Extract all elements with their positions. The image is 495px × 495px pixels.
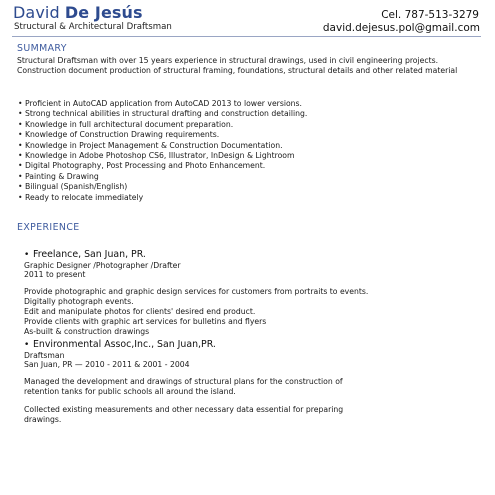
description-line: Collected existing measurements and other necessary data essential for preparing (24, 405, 344, 414)
job-role: Draftsman (24, 351, 65, 360)
first-name: David (13, 3, 60, 22)
list-item: • Proficient in AutoCAD application from AutoCAD 2013 to lower versions. (18, 99, 303, 108)
applicant-name (13, 3, 143, 22)
description-line: Digitally photograph events. (24, 297, 134, 306)
bullet-icon: • (18, 130, 23, 140)
list-item: • Strong technical abilities in structural drafting and construction detailing. (18, 109, 308, 119)
header-divider (12, 36, 481, 37)
bullet-icon: • (24, 340, 30, 350)
job-role: Graphic Designer /Photographer /Drafter (24, 261, 181, 270)
experience-heading: EXPERIENCE (17, 222, 80, 233)
job-title: Structural & Architectural Draftsman (14, 22, 172, 32)
email-address[interactable]: david.dejesus.pol@gmail.com (322, 22, 480, 34)
list-item: • Bilingual (Spanish/English) (18, 182, 128, 192)
job-meta (24, 351, 190, 370)
description-line: drawings. (24, 415, 62, 424)
bullet-icon: • (18, 161, 23, 171)
job-meta (24, 261, 180, 280)
job-dates: San Juan, PR — 2010 - 2011 & 2001 - 2004 (24, 360, 190, 370)
description-line: Provide clients with graphic art services for bulletins and flyers (24, 317, 267, 326)
bullet-icon: • (18, 151, 23, 161)
list-item: • Painting & Drawing (18, 171, 99, 181)
job-description (24, 405, 484, 425)
bullet-icon: • (18, 182, 23, 192)
list-item: • Knowledge of Construction Drawing requirements. (18, 130, 220, 140)
last-name: De Jesús (64, 3, 143, 22)
job-employer: • Freelance, San Juan, PR. (24, 249, 146, 260)
list-item: • Digital Photography, Post Processing and Photo Enhancement. (18, 161, 266, 171)
description-line: Edit and manipulate photos for clients' desired end product. (24, 307, 256, 316)
bullet-icon: • (18, 109, 23, 119)
list-item: • Knowledge in Project Management & Construction Documentation. (18, 140, 283, 150)
list-item: • Knowledge in full architectural document preparation. (18, 119, 234, 129)
job-dates: 2011 to present (24, 270, 86, 280)
bullet-icon: • (18, 119, 23, 129)
bullet-icon: • (18, 140, 23, 150)
job-description (24, 377, 484, 397)
description-line: Provide photographic and graphic design services for customers from portraits to events. (24, 287, 369, 296)
bullet-icon: • (18, 192, 23, 202)
bullet-icon: • (24, 250, 30, 260)
bullet-icon: • (18, 99, 23, 108)
description-line: retention tanks for public schools all around the island. (24, 387, 236, 396)
list-item: • Knowledge in Adobe Photoshop CS6, Illustrator, InDesign & Lightroom (18, 151, 295, 161)
description-line: Managed the development and drawings of structural plans for the construction of (24, 377, 343, 386)
bullet-icon: • (18, 171, 23, 181)
skills-list (18, 99, 307, 203)
phone-number: Cel. 787-513-3279 (381, 9, 479, 21)
job-employer: • Environmental Assoc,Inc., San Juan,PR. (24, 339, 216, 350)
summary-heading: SUMMARY (17, 43, 67, 54)
description-line: As-built & construction drawings (24, 327, 150, 336)
summary-text: Structural Draftsman with over 15 years experience in structural drawings, used in civil engineering projects. Construction document production of structural framing, foundations, structural details and other related material (17, 56, 458, 75)
job-description (24, 287, 484, 337)
list-item: • Ready to relocate immediately (18, 192, 144, 202)
